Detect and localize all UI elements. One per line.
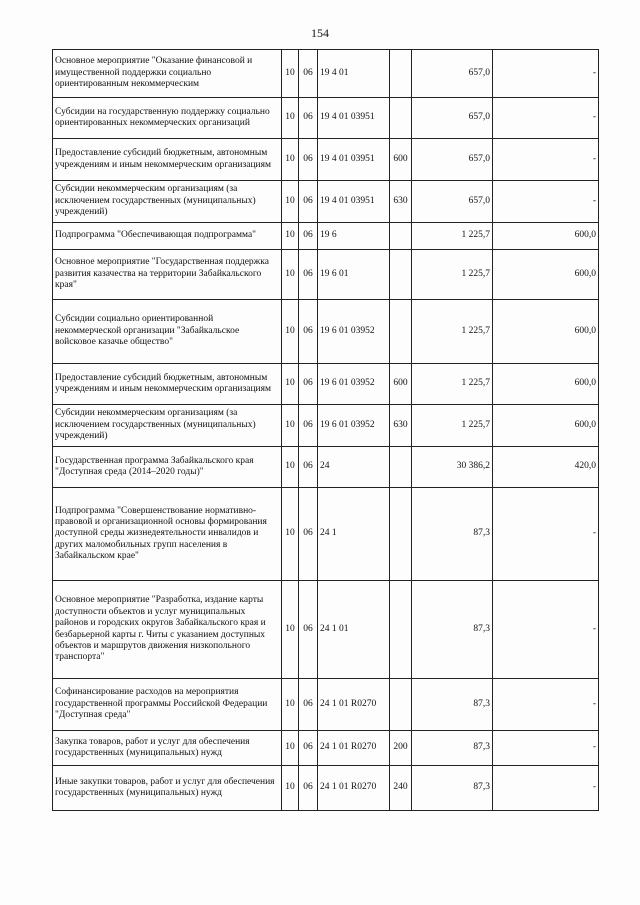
cell-section: 10	[282, 139, 299, 181]
cell-amount-1: 657,0	[412, 181, 493, 223]
cell-subsection: 06	[299, 98, 318, 139]
cell-target-article: 24	[318, 447, 390, 488]
cell-subsection: 06	[299, 488, 318, 581]
cell-expense-type: 200	[390, 731, 412, 766]
cell-target-article: 19 4 01	[318, 50, 390, 98]
table-row	[53, 364, 599, 405]
cell-amount-2: 600,0	[493, 405, 599, 447]
table-row	[53, 139, 599, 181]
table-row	[53, 250, 599, 300]
cell-amount-1: 657,0	[412, 50, 493, 98]
cell-amount-2: 420,0	[493, 447, 599, 488]
cell-name: Закупка товаров, работ и услуг для обеспечения государственных (муниципальных) нужд	[53, 731, 282, 766]
table-row	[53, 679, 599, 731]
cell-expense-type	[390, 447, 412, 488]
cell-target-article: 19 6 01	[318, 250, 390, 300]
cell-name: Подпрограмма "Обеспечивающая подпрограмма"	[53, 223, 282, 250]
page-number: 154	[311, 26, 329, 40]
cell-target-article: 19 6 01 03952	[318, 405, 390, 447]
cell-expense-type	[390, 223, 412, 250]
cell-expense-type	[390, 98, 412, 139]
cell-amount-1: 657,0	[412, 98, 493, 139]
table-row	[53, 223, 599, 250]
cell-section: 10	[282, 766, 299, 811]
table-row	[53, 50, 599, 98]
cell-amount-1: 30 386,2	[412, 447, 493, 488]
cell-subsection: 06	[299, 139, 318, 181]
cell-amount-1: 87,3	[412, 679, 493, 731]
cell-section: 10	[282, 488, 299, 581]
cell-subsection: 06	[299, 300, 318, 364]
cell-target-article: 19 4 01 03951	[318, 181, 390, 223]
cell-name: Основное мероприятие "Государственная поддержка развития казачества на территории Забайкальского края"	[53, 250, 282, 300]
table-row	[53, 181, 599, 223]
cell-section: 10	[282, 50, 299, 98]
cell-name: Субсидии на государственную поддержку социально ориентированных некоммерческих организаций	[53, 98, 282, 139]
cell-amount-2: -	[493, 181, 599, 223]
cell-expense-type	[390, 488, 412, 581]
cell-name: Иные закупки товаров, работ и услуг для обеспечения государственных (муниципальных) нужд	[53, 766, 282, 811]
cell-subsection: 06	[299, 447, 318, 488]
cell-amount-1: 1 225,7	[412, 364, 493, 405]
cell-expense-type	[390, 250, 412, 300]
cell-target-article: 24 1	[318, 488, 390, 581]
cell-subsection: 06	[299, 405, 318, 447]
cell-expense-type	[390, 50, 412, 98]
cell-name: Субсидии социально ориентированной некоммерческой организации "Забайкальское войсковое казачье общество"	[53, 300, 282, 364]
cell-section: 10	[282, 250, 299, 300]
cell-amount-2: -	[493, 488, 599, 581]
cell-section: 10	[282, 364, 299, 405]
cell-section: 10	[282, 679, 299, 731]
cell-amount-1: 87,3	[412, 766, 493, 811]
cell-section: 10	[282, 98, 299, 139]
table-row	[53, 488, 599, 581]
cell-target-article: 19 6 01 03952	[318, 364, 390, 405]
budget-table-body	[53, 50, 599, 811]
cell-subsection: 06	[299, 50, 318, 98]
cell-amount-2: 600,0	[493, 250, 599, 300]
cell-amount-1: 1 225,7	[412, 405, 493, 447]
cell-subsection: 06	[299, 766, 318, 811]
cell-expense-type: 600	[390, 364, 412, 405]
cell-expense-type: 240	[390, 766, 412, 811]
cell-amount-1: 657,0	[412, 139, 493, 181]
cell-target-article: 24 1 01 R0270	[318, 766, 390, 811]
cell-name: Субсидии некоммерческим организациям (за исключением государственных (муниципальных) учреждений)	[53, 181, 282, 223]
cell-amount-2: -	[493, 679, 599, 731]
cell-section: 10	[282, 181, 299, 223]
cell-name: Государственная программа Забайкальского края "Доступная среда (2014–2020 годы)"	[53, 447, 282, 488]
cell-subsection: 06	[299, 581, 318, 679]
cell-subsection: 06	[299, 364, 318, 405]
table-row	[53, 581, 599, 679]
cell-expense-type	[390, 679, 412, 731]
cell-subsection: 06	[299, 223, 318, 250]
table-row	[53, 405, 599, 447]
cell-section: 10	[282, 223, 299, 250]
cell-name: Предоставление субсидий бюджетным, автономным учреждениям и иным некоммерческим организациям	[53, 364, 282, 405]
cell-expense-type: 600	[390, 139, 412, 181]
cell-amount-2: -	[493, 766, 599, 811]
cell-amount-1: 1 225,7	[412, 300, 493, 364]
cell-target-article: 19 6 01 03952	[318, 300, 390, 364]
cell-amount-1: 87,3	[412, 581, 493, 679]
cell-target-article: 19 6	[318, 223, 390, 250]
cell-subsection: 06	[299, 731, 318, 766]
table-row	[53, 731, 599, 766]
cell-target-article: 19 4 01 03951	[318, 139, 390, 181]
cell-subsection: 06	[299, 679, 318, 731]
cell-section: 10	[282, 731, 299, 766]
cell-subsection: 06	[299, 250, 318, 300]
cell-amount-1: 87,3	[412, 488, 493, 581]
cell-target-article: 24 1 01 R0270	[318, 731, 390, 766]
budget-table	[52, 49, 599, 811]
cell-amount-2: 600,0	[493, 223, 599, 250]
cell-section: 10	[282, 581, 299, 679]
cell-expense-type: 630	[390, 181, 412, 223]
cell-amount-1: 87,3	[412, 731, 493, 766]
cell-amount-1: 1 225,7	[412, 250, 493, 300]
cell-target-article: 19 4 01 03951	[318, 98, 390, 139]
cell-amount-2: -	[493, 50, 599, 98]
cell-target-article: 24 1 01 R0270	[318, 679, 390, 731]
cell-target-article: 24 1 01	[318, 581, 390, 679]
cell-name: Субсидии некоммерческим организациям (за исключением государственных (муниципальных) учреждений)	[53, 405, 282, 447]
cell-amount-2: -	[493, 98, 599, 139]
table-row	[53, 447, 599, 488]
cell-name: Софинансирование расходов на мероприятия государственной программы Российской Федерации "Доступная среда"	[53, 679, 282, 731]
cell-section: 10	[282, 447, 299, 488]
cell-name: Основное мероприятие "Оказание финансовой и имущественной поддержки социально ориентированным некоммерческим	[53, 50, 282, 98]
cell-amount-2: 600,0	[493, 364, 599, 405]
cell-name: Предоставление субсидий бюджетным, автономным учреждениям и иным некоммерческим организациям	[53, 139, 282, 181]
cell-section: 10	[282, 405, 299, 447]
cell-amount-1: 1 225,7	[412, 223, 493, 250]
table-row	[53, 300, 599, 364]
cell-expense-type	[390, 581, 412, 679]
cell-amount-2: 600,0	[493, 300, 599, 364]
cell-name: Основное мероприятие "Разработка, издание карты доступности объектов и услуг муниципальных районов и городских округов Забайкальского края и безбарьерной карты г. Читы с указанием доступных объектов и маршрутов движения низкопольного транспорта"	[53, 581, 282, 679]
cell-expense-type	[390, 300, 412, 364]
cell-section: 10	[282, 300, 299, 364]
cell-amount-2: -	[493, 731, 599, 766]
cell-amount-2: -	[493, 581, 599, 679]
cell-name: Подпрограмма "Совершенствование нормативно-правовой и организационной основы формирования доступной среды жизнедеятельности инвалидов и других маломобильных групп населения в Забайкальском крае"	[53, 488, 282, 581]
cell-subsection: 06	[299, 181, 318, 223]
cell-amount-2: -	[493, 139, 599, 181]
table-row	[53, 766, 599, 811]
cell-expense-type: 630	[390, 405, 412, 447]
table-row	[53, 98, 599, 139]
